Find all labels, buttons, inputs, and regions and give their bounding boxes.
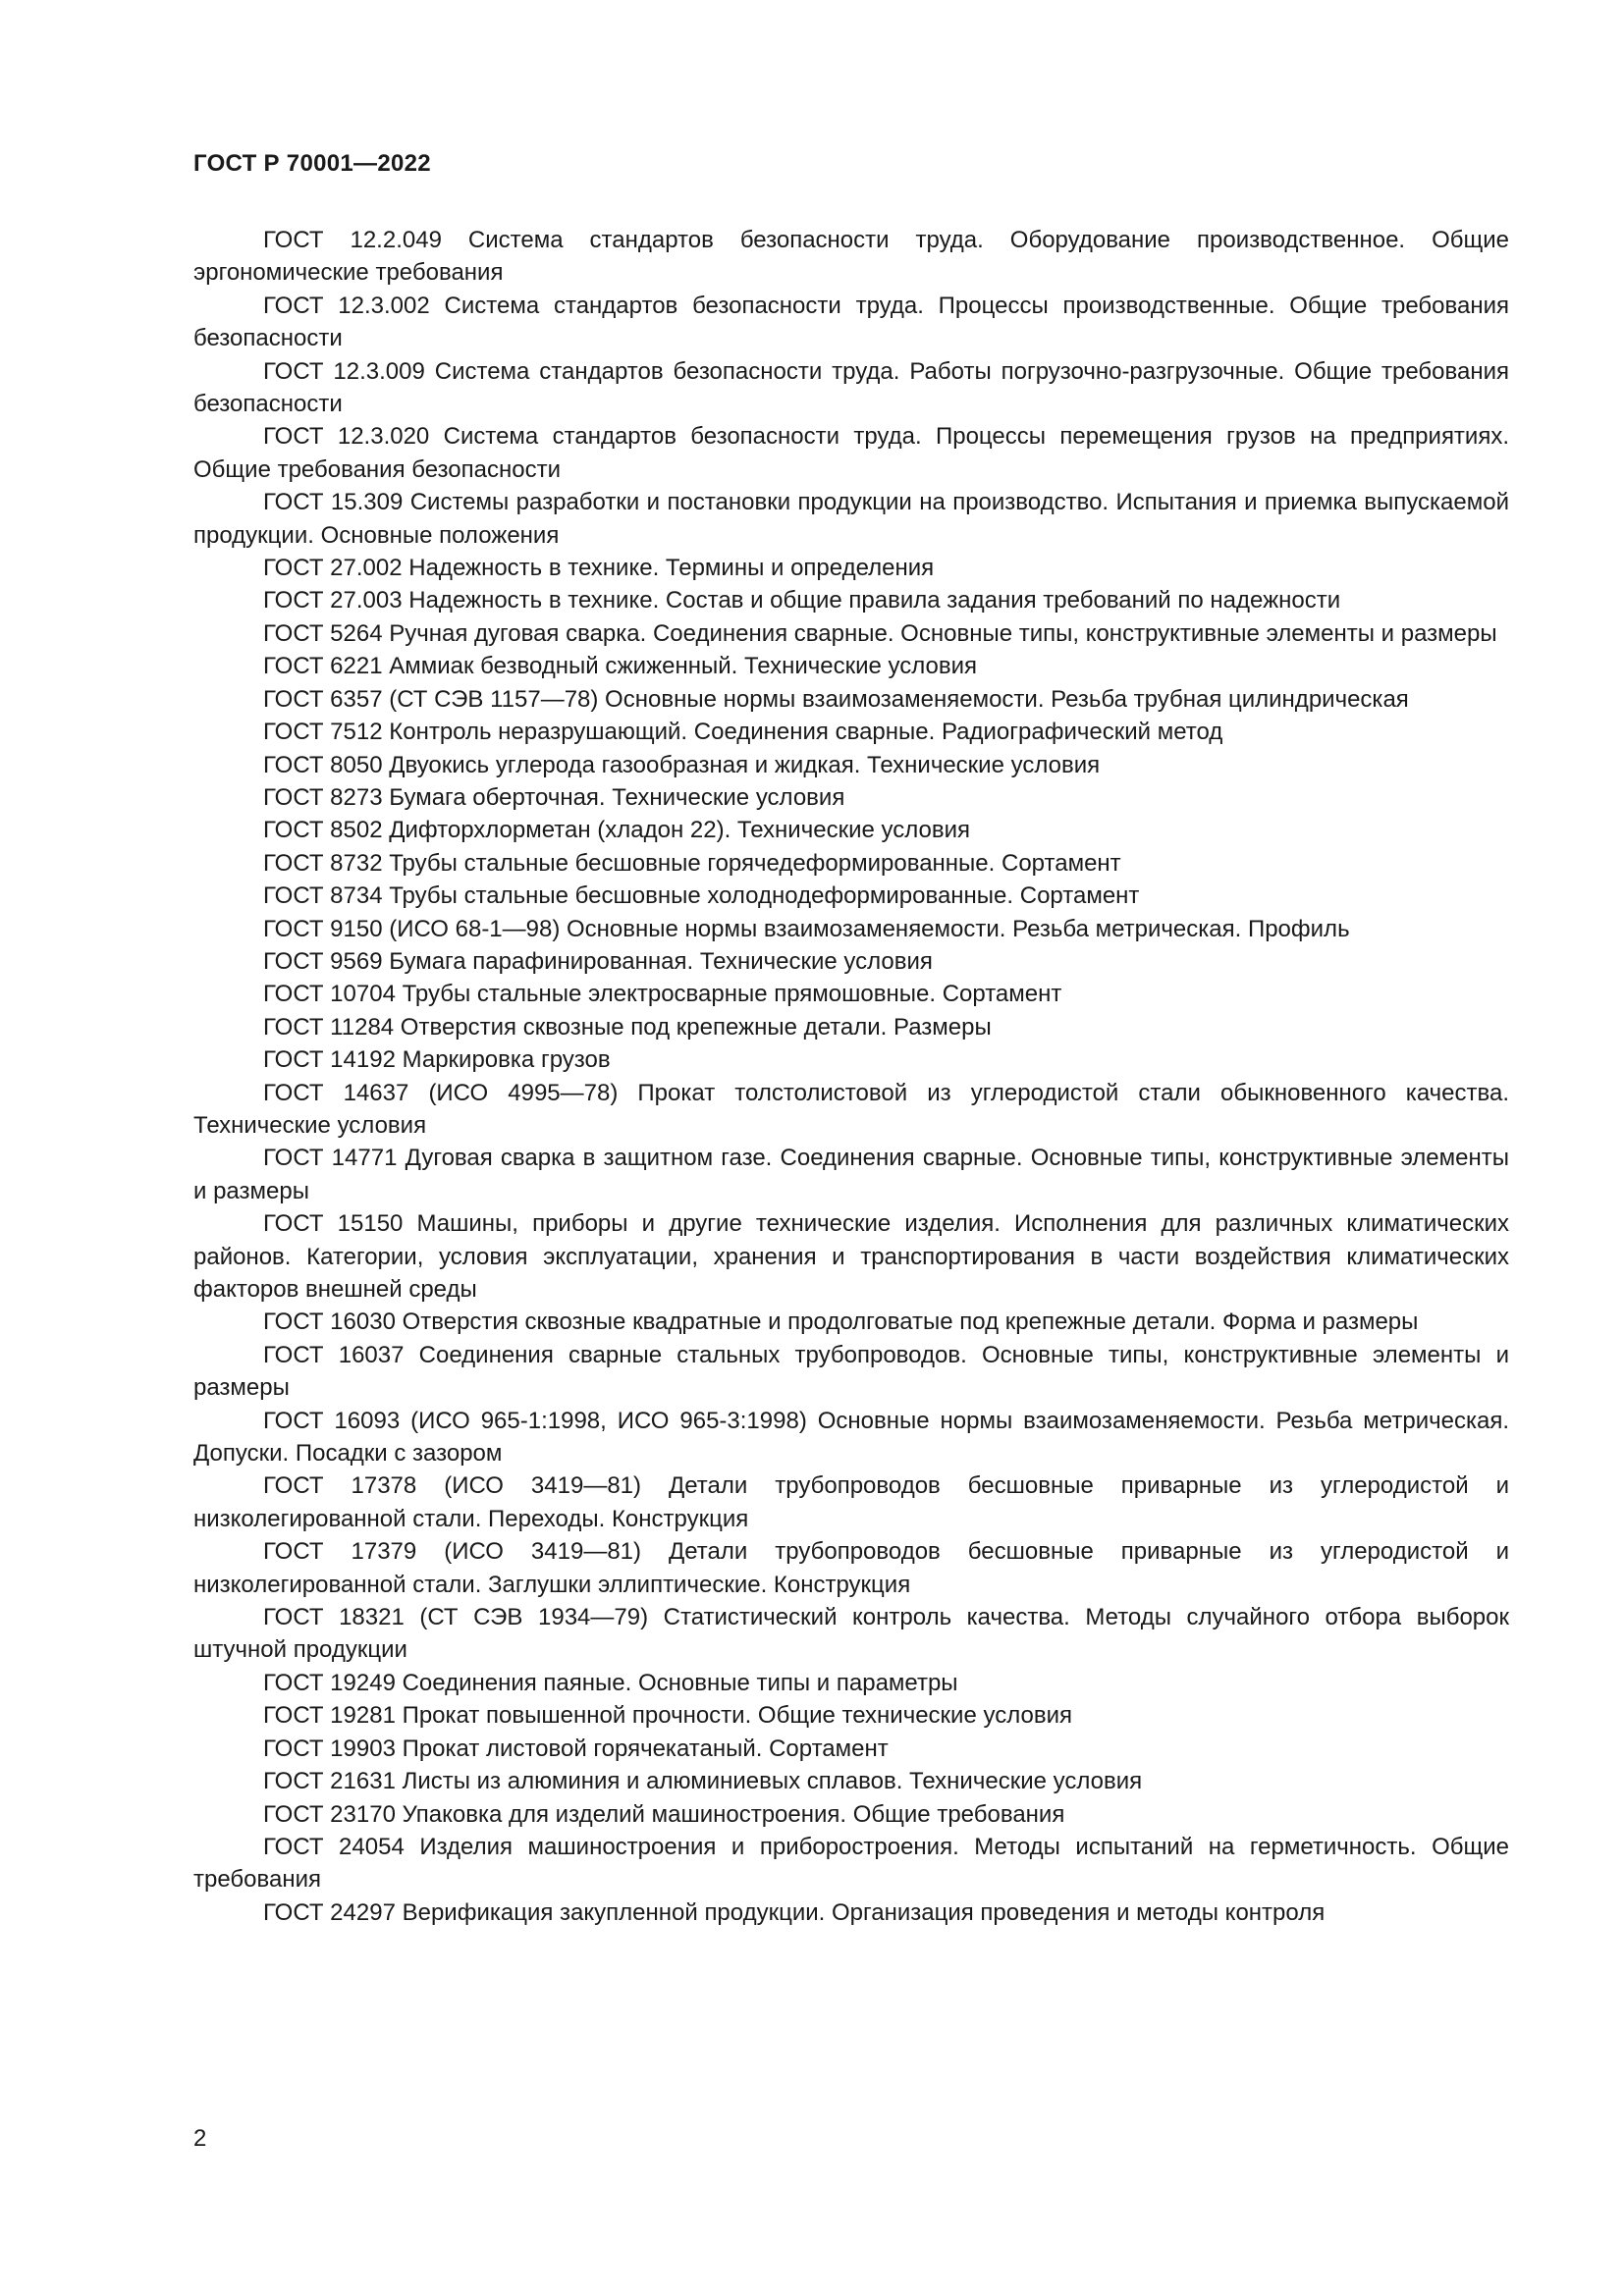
reference-item: ГОСТ 14771 Дуговая сварка в защитном газе. Соединения сварные. Основные типы, конструктивные элементы и размеры bbox=[193, 1145, 1509, 1204]
reference-item: ГОСТ 15.309 Системы разработки и постановки продукции на производство. Испытания и приемка выпускаемой продукции. Основные положения bbox=[193, 489, 1509, 549]
references-list bbox=[193, 224, 1509, 1929]
reference-item: ГОСТ 8734 Трубы стальные бесшовные холоднодеформированные. Сортамент bbox=[263, 882, 1140, 910]
reference-item: ГОСТ 19281 Прокат повышенной прочности. Общие технические условия bbox=[263, 1702, 1072, 1730]
reference-item: ГОСТ 8732 Трубы стальные бесшовные горячедеформированные. Сортамент bbox=[263, 849, 1121, 877]
reference-item: ГОСТ 12.3.002 Система стандартов безопасности труда. Процессы производственные. Общие требования безопасности bbox=[193, 292, 1509, 352]
reference-item: ГОСТ 14637 (ИСО 4995—78) Прокат толстолистовой из углеродистой стали обыкновенного качества. Технические условия bbox=[193, 1079, 1509, 1139]
reference-item: ГОСТ 12.3.009 Система стандартов безопасности труда. Работы погрузочно-разгрузочные. Общие требования безопасности bbox=[193, 357, 1509, 418]
reference-item: ГОСТ 6357 (СТ СЭВ 1157—78) Основные нормы взаимозаменяемости. Резьба трубная цилиндрическая bbox=[263, 685, 1409, 713]
reference-item: ГОСТ 8273 Бумага оберточная. Технические условия bbox=[263, 783, 845, 811]
reference-item: ГОСТ 9569 Бумага парафинированная. Технические условия bbox=[263, 947, 933, 975]
reference-item: ГОСТ 8502 Дифторхлорметан (хладон 22). Технические условия bbox=[263, 817, 970, 844]
reference-item: ГОСТ 19903 Прокат листовой горячекатаный. Сортамент bbox=[263, 1735, 889, 1762]
page-number: 2 bbox=[193, 2125, 207, 2152]
reference-item: ГОСТ 12.3.020 Система стандартов безопасности труда. Процессы перемещения грузов на предприятиях. Общие требования безопасности bbox=[193, 423, 1509, 483]
reference-item: ГОСТ 16030 Отверстия сквозные квадратные и продолговатые под крепежные детали. Форма и размеры bbox=[263, 1308, 1419, 1336]
reference-item: ГОСТ 16093 (ИСО 965-1:1998, ИСО 965-3:1998) Основные нормы взаимозаменяемости. Резьба метрическая. Допуски. Посадки с зазором bbox=[193, 1407, 1509, 1468]
reference-item: ГОСТ 6221 Аммиак безводный сжиженный. Технические условия bbox=[263, 653, 978, 680]
reference-item: ГОСТ 23170 Упаковка для изделий машиностроения. Общие требования bbox=[263, 1800, 1065, 1828]
reference-item: ГОСТ 18321 (СТ СЭВ 1934—79) Статистический контроль качества. Методы случайного отбора выборок штучной продукции bbox=[193, 1604, 1509, 1664]
page-header-title: ГОСТ Р 70001—2022 bbox=[193, 150, 431, 177]
reference-item: ГОСТ 17378 (ИСО 3419—81) Детали трубопроводов бесшовные приварные из углеродистой и низколегированной стали. Переходы. Конструкция bbox=[193, 1472, 1509, 1532]
reference-item: ГОСТ 12.2.049 Система стандартов безопасности труда. Оборудование производственное. Общие эргономические требования bbox=[193, 227, 1509, 287]
reference-item: ГОСТ 27.002 Надежность в технике. Термины и определения bbox=[263, 555, 935, 582]
reference-item: ГОСТ 5264 Ручная дуговая сварка. Соединения сварные. Основные типы, конструктивные элементы и размеры bbox=[263, 619, 1497, 647]
reference-item: ГОСТ 15150 Машины, приборы и другие технические изделия. Исполнения для различных климатических районов. Категории, условия эксплуатации, хранения и транспортирования в части воздействия климатических факторов внешней среды bbox=[193, 1210, 1509, 1303]
reference-item: ГОСТ 24297 Верификация закупленной продукции. Организация проведения и методы контроля bbox=[263, 1898, 1326, 1926]
reference-item: ГОСТ 9150 (ИСО 68-1—98) Основные нормы взаимозаменяемости. Резьба метрическая. Профиль bbox=[263, 915, 1350, 942]
reference-item: ГОСТ 16037 Соединения сварные стальных трубопроводов. Основные типы, конструктивные элементы и размеры bbox=[193, 1341, 1509, 1402]
reference-item: ГОСТ 19249 Соединения паяные. Основные типы и параметры bbox=[263, 1669, 958, 1696]
reference-item: ГОСТ 10704 Трубы стальные электросварные прямошовные. Сортамент bbox=[263, 981, 1062, 1008]
reference-item: ГОСТ 11284 Отверстия сквозные под крепежные детали. Размеры bbox=[263, 1013, 992, 1041]
reference-item: ГОСТ 27.003 Надежность в технике. Состав и общие правила задания требований по надежности bbox=[263, 587, 1341, 614]
reference-item: ГОСТ 14192 Маркировка грузов bbox=[263, 1046, 611, 1074]
reference-item: ГОСТ 21631 Листы из алюминия и алюминиевых сплавов. Технические условия bbox=[263, 1768, 1143, 1795]
reference-item: ГОСТ 7512 Контроль неразрушающий. Соединения сварные. Радиографический метод bbox=[263, 719, 1223, 746]
reference-item: ГОСТ 8050 Двуокись углерода газообразная и жидкая. Технические условия bbox=[263, 751, 1101, 778]
reference-item: ГОСТ 24054 Изделия машиностроения и приборостроения. Методы испытаний на герметичность. Общие требования bbox=[193, 1833, 1509, 1894]
reference-item: ГОСТ 17379 (ИСО 3419—81) Детали трубопроводов бесшовные приварные из углеродистой и низколегированной стали. Заглушки эллиптические. Конструкция bbox=[193, 1538, 1509, 1598]
